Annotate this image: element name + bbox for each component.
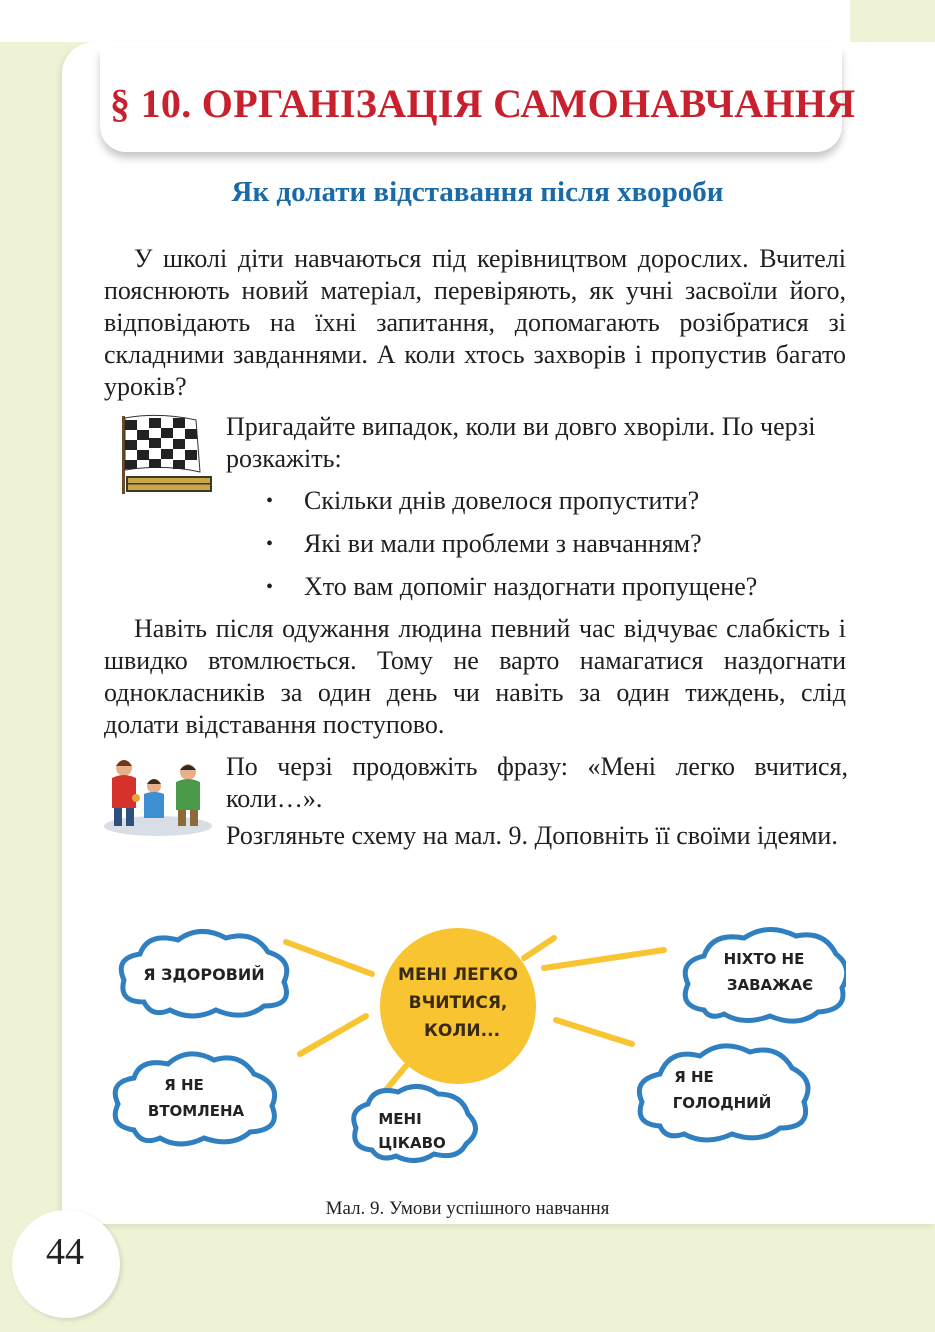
cloud-not-tired [115, 1054, 274, 1144]
question-item: • Скільки днів довелося пропустити? [262, 485, 757, 528]
cloud-no-disturb-line-2: ЗАВАЖАЄ [726, 976, 814, 994]
cloud-not-hungry-line-2: ГОЛОДНИЙ [672, 1094, 772, 1112]
checkered-flag-icon [104, 412, 214, 496]
question-item: • Які ви мали проблеми з навчанням? [262, 528, 757, 571]
paragraph-1: У школі діти навчаються під керівництвом дорослих. Вчителі пояснюють новий матеріал, перевіряють, як учні засвоїли його, відповідають на їхні запитання, допомагають розібратися зі складними завданнями. А коли хтось захворів і пропустив багато уроків? [104, 244, 846, 401]
cloud-healthy-text: Я ЗДОРОВИЙ [143, 965, 265, 984]
cloud-not-hungry [639, 1046, 808, 1140]
group-discussion-icon [102, 752, 214, 838]
cloud-interested-line-1: МЕНІ [378, 1110, 422, 1128]
paragraph-2: Навіть після одужання людина певний час відчуває слабкість і швидко втомлюється. Тому не варто намагатися наздогнати однокласників за один день чи навіть за один тиждень, слід долати відставання поступово. [104, 614, 846, 739]
cloud-not-tired-line-2: ВТОМЛЕНА [147, 1102, 245, 1120]
top-tab [0, 0, 850, 42]
sun-line-2: ВЧИТИСЯ, [408, 993, 508, 1013]
task-diagram: Розгляньте схему на мал. 9. Доповніть її своїми ідеями. [226, 821, 838, 850]
sun-line-1: МЕНІ ЛЕГКО [398, 965, 518, 985]
task-recall: Пригадайте випадок, коли ви довго хворіли. По черзі розкажіть: [226, 412, 816, 473]
cloud-not-hungry-line-1: Я НЕ [674, 1068, 714, 1086]
question-list [262, 485, 757, 614]
page-number: 44 [46, 1231, 84, 1273]
task-continue-phrase: По черзі продовжіть фразу: «Мені легко вчитися, коли…». [226, 752, 848, 813]
title-banner [100, 48, 856, 152]
sun-line-3: КОЛИ... [423, 1021, 501, 1041]
subsection-title: Як долати відставання після хвороби [231, 176, 724, 208]
success-conditions-diagram [104, 918, 846, 1168]
question-item: • Хто вам допоміг наздогнати пропущене? [262, 571, 757, 614]
figure-caption: Мал. 9. Умови успішного навчання [325, 1198, 610, 1219]
cloud-no-disturb-line-1: НІХТО НЕ [723, 950, 805, 968]
cloud-not-tired-line-1: Я НЕ [164, 1076, 204, 1094]
section-title: § 10. ОРГАНІЗАЦІЯ САМОНАВЧАННЯ [110, 81, 856, 126]
cloud-interested-line-2: ЦІКАВО [378, 1134, 446, 1152]
